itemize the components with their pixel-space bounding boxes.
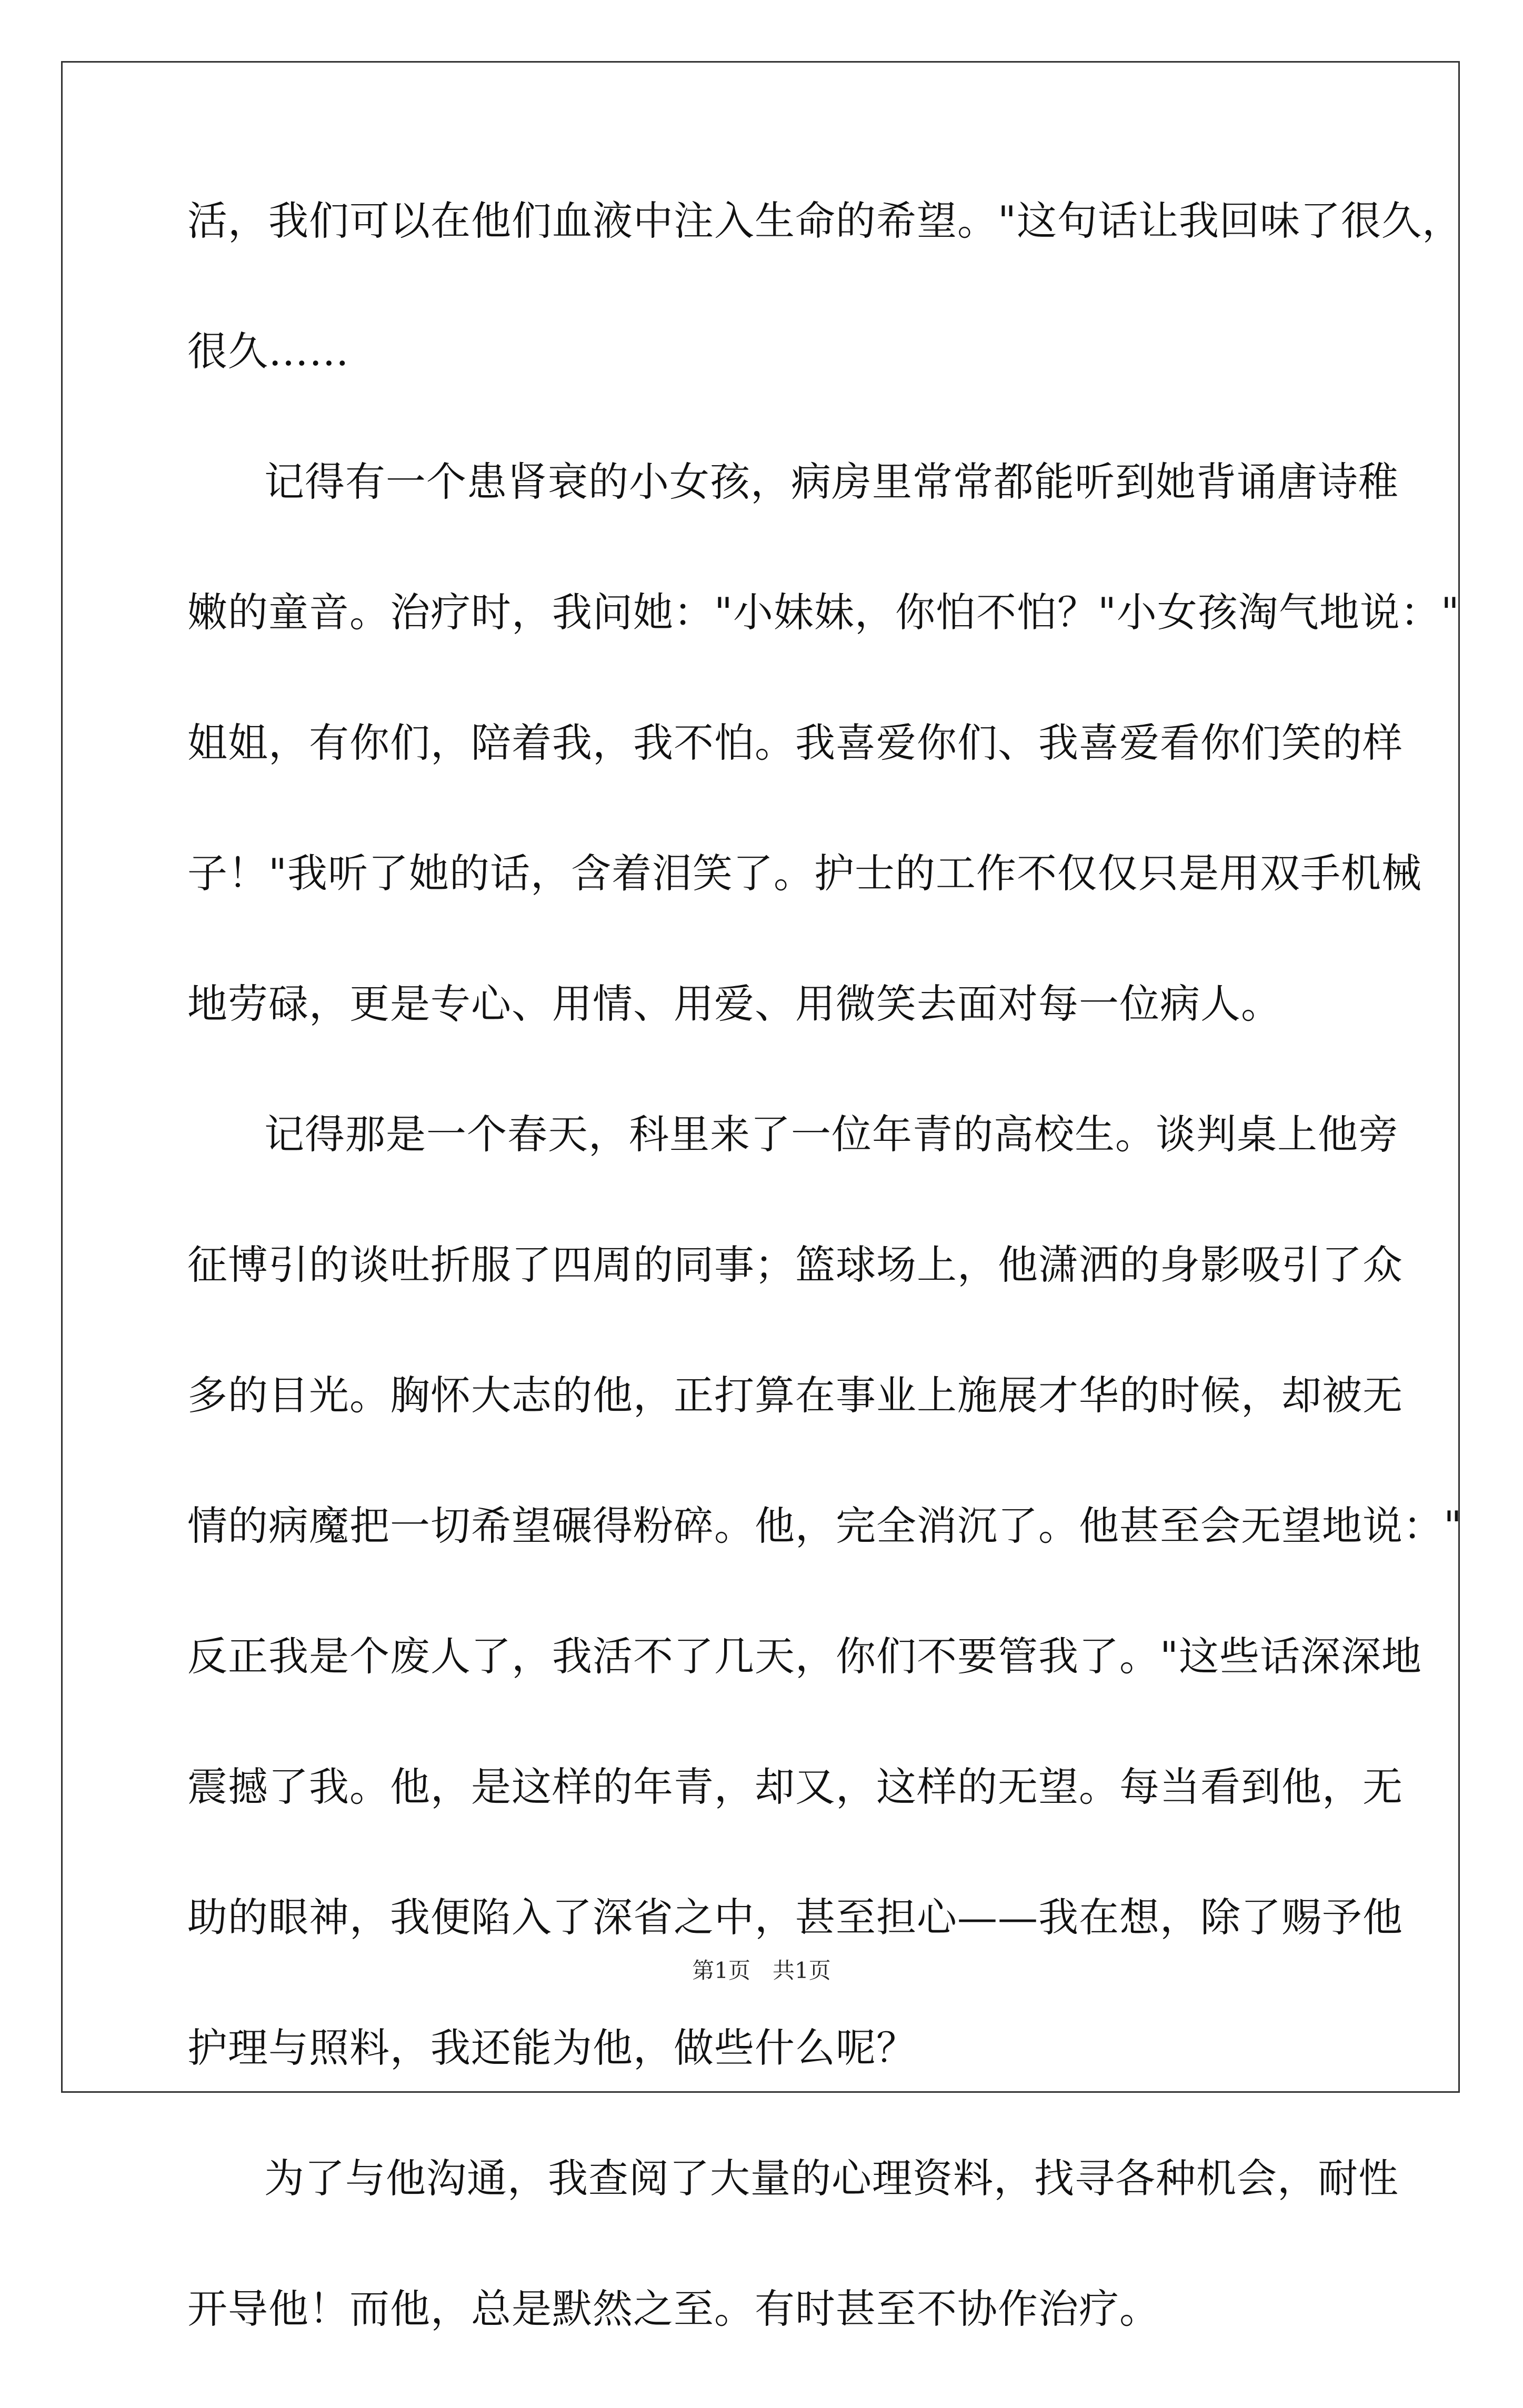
paragraph-start-line: 记得那是一个春天，科里来了一位年青的高校生。谈判桌上他旁 [264,1111,1399,1158]
text-line: 助的眼神，我便陷入了深省之中，甚至担心——我在想，除了赐予他 [187,1894,1403,1941]
document-body [187,189,1462,2408]
text-line: 嫩的童音。治疗时，我问她："小妹妹，你怕不怕？"小女孩淘气地说：" [187,589,1460,636]
text-line: 子！"我听了她的话，含着泪笑了。护士的工作不仅仅只是用双手机械 [187,850,1422,897]
text-line: 护理与照料，我还能为他，做些什么呢？ [187,2024,917,2071]
text-line: 情的病魔把一切希望碾得粉碎。他，完全消沉了。他甚至会无望地说：" [187,1502,1462,1549]
text-line: 地劳碌，更是专心、用情、用爱、用微笑去面对每一位病人。 [187,980,1281,1027]
text-line: 多的目光。胸怀大志的他，正打算在事业上施展才华的时候，却被无 [187,1372,1403,1419]
text-line: 征博引的谈吐折服了四周的同事；篮球场上，他潇洒的身影吸引了众 [187,1241,1403,1288]
text-line: 姐姐，有你们，陪着我，我不怕。我喜爱你们、我喜爱看你们笑的样 [187,719,1403,766]
paragraph-start-line: 记得有一个患肾衰的小女孩，病房里常常都能听到她背诵唐诗稚 [264,458,1399,505]
text-line: 震撼了我。他，是这样的年青，却又，这样的无望。每当看到他，无 [187,1763,1403,1810]
text-line: 反正我是个废人了，我活不了几天，你们不要管我了。"这些话深深地 [187,1633,1422,1680]
text-line: 开导他！而他，总是默然之至。有时甚至不协作治疗。 [187,2285,1160,2332]
paragraph-start-line: 为了与他沟通，我查阅了大量的心理资料，找寻各种机会，耐性 [264,2155,1399,2202]
page-number-footer: 第1页 共1页 [692,1958,831,1983]
text-line: 活，我们可以在他们血液中注入生命的希望。"这句话让我回味了很久， [187,197,1462,244]
text-line: 很久…… [187,328,349,375]
